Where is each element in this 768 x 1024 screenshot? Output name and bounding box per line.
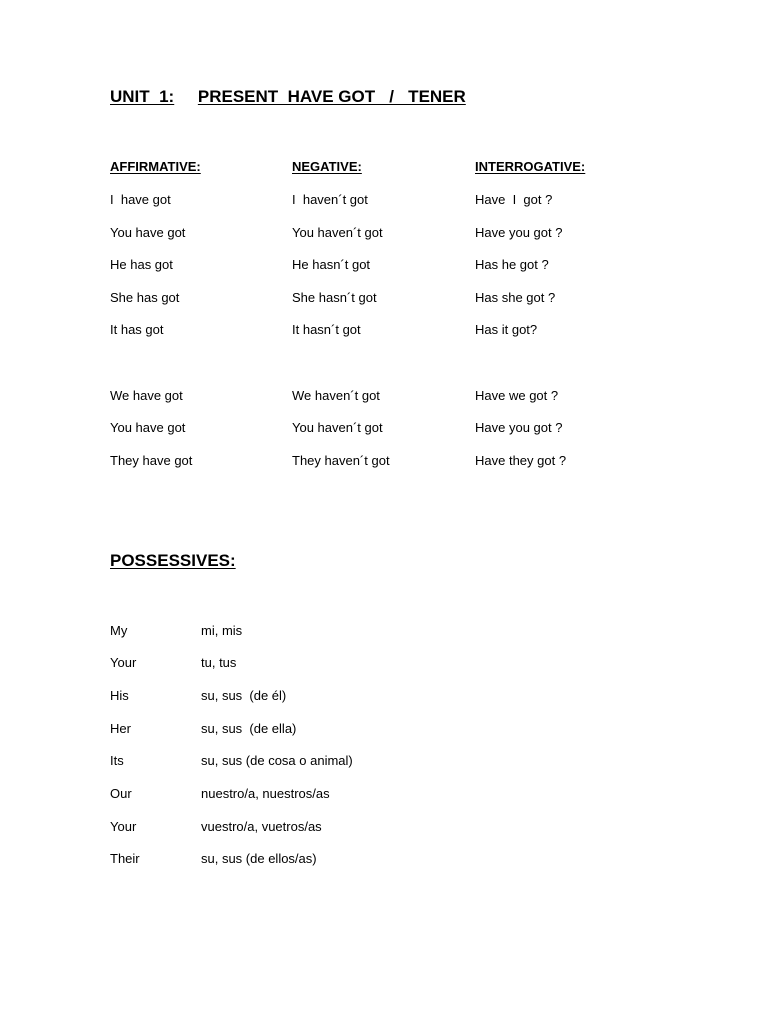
affirmative-cell: They have got [110,453,193,468]
header-negative: NEGATIVE: [292,159,362,174]
negative-cell: They haven´t got [292,453,390,468]
possessive-english: His [110,688,129,703]
interrogative-cell: Have you got ? [475,420,563,435]
negative-cell: We haven´t got [292,388,380,403]
possessive-spanish: su, sus (de cosa o animal) [201,753,353,768]
unit-title [110,87,466,107]
negative-cell: She hasn´t got [292,290,377,305]
interrogative-cell: Has he got ? [475,257,549,272]
possessive-spanish: su, sus (de ellos/as) [201,851,317,866]
negative-cell: He hasn´t got [292,257,371,272]
affirmative-cell: I have got [110,192,171,207]
interrogative-cell: Has it got? [475,322,538,337]
affirmative-cell: We have got [110,388,183,403]
possessive-spanish: tu, tus [201,655,237,670]
interrogative-cell: Have they got ? [475,453,567,468]
negative-cell: I haven´t got [292,192,368,207]
affirmative-cell: He has got [110,257,173,272]
possessive-english: My [110,623,128,638]
possessive-spanish: vuestro/a, vuetros/as [201,819,322,834]
possessive-english: Her [110,721,131,736]
affirmative-cell: She has got [110,290,180,305]
possessive-spanish: mi, mis [201,623,243,638]
interrogative-cell: Have you got ? [475,225,563,240]
interrogative-cell: Have we got ? [475,388,559,403]
possessives-title: POSSESSIVES: [110,551,236,570]
affirmative-cell: You have got [110,225,186,240]
possessive-spanish: nuestro/a, nuestros/as [201,786,330,801]
affirmative-cell: You have got [110,420,186,435]
affirmative-cell: It has got [110,322,164,337]
negative-cell: It hasn´t got [292,322,361,337]
possessive-english: Its [110,753,124,768]
interrogative-cell: Has she got ? [475,290,556,305]
unit-topic: PRESENT HAVE GOT / TENER [197,87,466,106]
possessive-spanish: su, sus (de él) [201,688,287,703]
header-interrogative: INTERROGATIVE: [475,159,586,174]
possessive-english: Their [110,851,140,866]
interrogative-cell: Have I got ? [475,192,553,207]
possessive-english: Our [110,786,132,801]
unit-label: UNIT 1: [110,87,175,106]
possessive-english: Your [110,819,137,834]
possessive-english: Your [110,655,137,670]
negative-cell: You haven´t got [292,420,383,435]
header-affirmative: AFFIRMATIVE: [110,159,201,174]
possessive-spanish: su, sus (de ella) [201,721,297,736]
negative-cell: You haven´t got [292,225,383,240]
